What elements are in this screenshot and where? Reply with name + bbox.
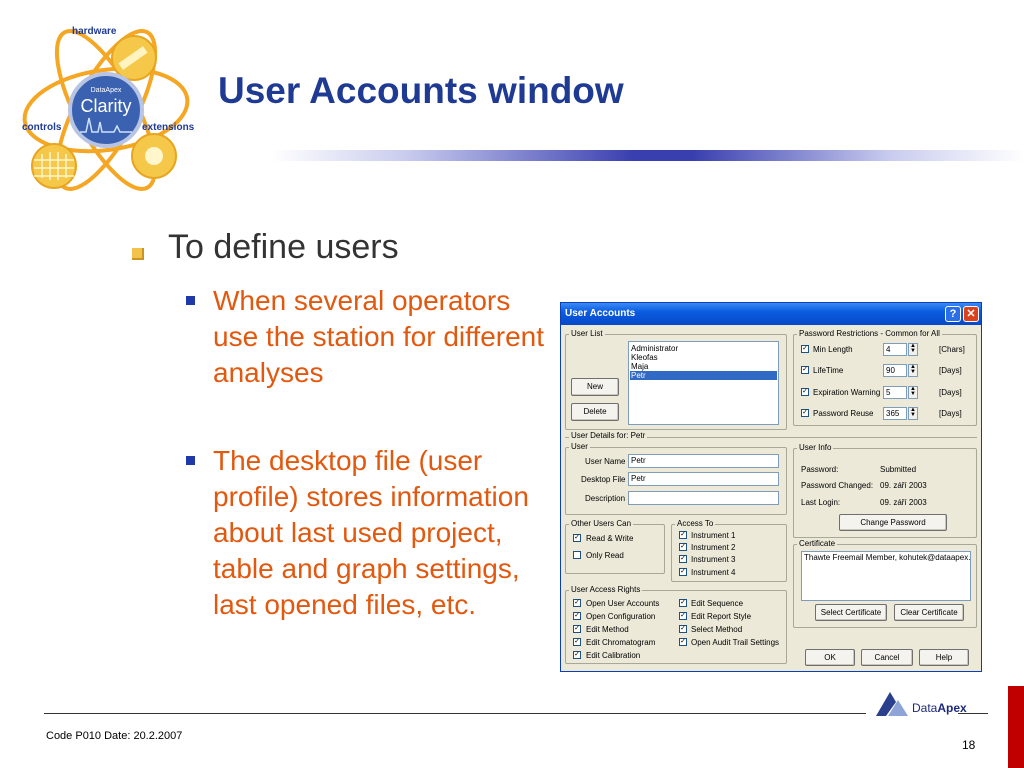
- password-status-label: Password:: [801, 465, 839, 474]
- password-reuse-label: Password Reuse: [813, 409, 874, 418]
- password-changed-label: Password Changed:: [801, 481, 874, 490]
- instrument-4-label: Instrument 4: [691, 568, 736, 577]
- list-item[interactable]: Administrator: [631, 344, 679, 353]
- delete-user-button[interactable]: Delete: [571, 403, 619, 421]
- logo-hardware-text: hardware: [72, 26, 117, 37]
- read-write-label: Read & Write: [586, 534, 634, 543]
- only-read-checkbox[interactable]: [573, 551, 581, 559]
- open-audit-trail-checkbox[interactable]: ✓: [680, 638, 686, 645]
- corner-accent: [1008, 686, 1024, 768]
- instrument-2-checkbox[interactable]: ✓: [680, 543, 686, 550]
- password-reuse-unit: [Days]: [939, 409, 962, 418]
- only-read-label: Only Read: [586, 551, 624, 560]
- sub-bullet-marker: [186, 456, 195, 465]
- open-audit-trail-label: Open Audit Trail Settings: [691, 638, 780, 647]
- select-method-checkbox[interactable]: ✓: [680, 625, 686, 632]
- instrument-2-label: Instrument 2: [691, 543, 736, 552]
- logo-brand-small: DataApex: [90, 87, 122, 94]
- ok-button[interactable]: OK: [805, 649, 855, 666]
- password-changed-value: 09. září 2003: [880, 481, 927, 490]
- page-number: 18: [962, 738, 976, 752]
- certificate-field[interactable]: Thawte Freemail Member, kohutek@dataapex.: [801, 551, 971, 601]
- user-name-field[interactable]: Petr: [628, 454, 779, 468]
- password-reuse-spinner[interactable]: ▲ ▼: [908, 407, 918, 420]
- list-item[interactable]: Maja: [631, 362, 649, 371]
- instrument-4-checkbox[interactable]: ✓: [680, 568, 686, 575]
- sub-bullet-desktop-file: The desktop file (user profile) stores information about last used project, table and graph settings, last opened files, etc.: [213, 445, 529, 620]
- dataapex-logo-part1: Data: [912, 701, 938, 715]
- min-length-checkbox[interactable]: ✓: [802, 345, 808, 352]
- instrument-3-checkbox[interactable]: ✓: [680, 555, 686, 562]
- edit-sequence-label: Edit Sequence: [691, 599, 744, 608]
- read-write-checkbox[interactable]: ✓: [574, 534, 580, 541]
- edit-report-style-label: Edit Report Style: [691, 612, 752, 621]
- edit-sequence-checkbox[interactable]: ✓: [680, 599, 686, 606]
- desktop-file-field[interactable]: Petr: [628, 472, 779, 486]
- last-login-label: Last Login:: [801, 498, 841, 507]
- edit-chromatogram-label: Edit Chromatogram: [586, 638, 656, 647]
- certificate-label: Certificate: [799, 539, 836, 548]
- instrument-1-checkbox[interactable]: ✓: [680, 531, 686, 538]
- password-status-value: Submitted: [880, 465, 917, 474]
- lifetime-field[interactable]: 90: [883, 364, 907, 377]
- open-configuration-checkbox[interactable]: ✓: [574, 612, 580, 619]
- new-user-button[interactable]: New: [571, 378, 619, 396]
- footer-rule: [44, 713, 866, 714]
- select-method-label: Select Method: [691, 625, 743, 634]
- close-icon[interactable]: ✕: [963, 306, 979, 322]
- instrument-3-label: Instrument 3: [691, 555, 736, 564]
- lifetime-unit: [Days]: [939, 366, 962, 375]
- dataapex-logo-text: [912, 701, 967, 715]
- clear-certificate-button[interactable]: Clear Certificate: [894, 604, 964, 621]
- description-label: Description: [585, 494, 626, 503]
- edit-method-checkbox[interactable]: ✓: [574, 625, 580, 632]
- select-certificate-button[interactable]: Select Certificate: [815, 604, 887, 621]
- footer-code-date: Code P010 Date: 20.2.2007: [46, 730, 183, 742]
- expiration-warning-spinner[interactable]: ▲ ▼: [908, 386, 918, 399]
- lifetime-checkbox[interactable]: ✓: [802, 366, 808, 373]
- other-users-label: Other Users Can: [571, 519, 632, 528]
- open-configuration-label: Open Configuration: [586, 612, 656, 621]
- other-users-group: [565, 524, 665, 574]
- instrument-1-label: Instrument 1: [691, 531, 736, 540]
- last-login-value: 09. září 2003: [880, 498, 927, 507]
- edit-calibration-checkbox[interactable]: ✓: [574, 651, 580, 658]
- help-button[interactable]: Help: [919, 649, 969, 666]
- expiration-warning-unit: [Days]: [939, 388, 962, 397]
- edit-report-style-checkbox[interactable]: ✓: [680, 612, 686, 619]
- help-icon[interactable]: ?: [945, 306, 961, 322]
- slide-title: User Accounts window: [218, 70, 624, 111]
- access-to-label: Access To: [677, 519, 714, 528]
- list-item[interactable]: Kleofas: [631, 353, 658, 362]
- user-name-label: User Name: [585, 457, 626, 466]
- min-length-label: Min Length: [813, 345, 853, 354]
- user-group-label: User: [571, 442, 588, 451]
- sub-bullet-several-operators: When several operators use the station for different analyses: [213, 285, 545, 388]
- desktop-file-label: Desktop File: [581, 475, 626, 484]
- user-accounts-dialog: [560, 302, 982, 672]
- expiration-warning-label: Expiration Warning: [813, 388, 881, 397]
- dialog-titlebar[interactable]: [561, 303, 981, 325]
- access-rights-label: User Access Rights: [571, 585, 641, 594]
- open-user-accounts-checkbox[interactable]: ✓: [574, 599, 580, 606]
- password-reuse-field[interactable]: 365: [883, 407, 907, 420]
- user-listbox[interactable]: [628, 341, 779, 425]
- logo-controls-text: controls: [22, 122, 62, 133]
- change-password-button[interactable]: Change Password: [839, 514, 947, 531]
- logo-extensions-text: extensions: [142, 122, 194, 133]
- dataapex-logo-icon: [874, 690, 910, 718]
- user-info-label: User Info: [799, 443, 832, 452]
- description-field[interactable]: [628, 491, 779, 505]
- edit-chromatogram-checkbox[interactable]: ✓: [574, 638, 580, 645]
- sub-bullet-marker: [186, 296, 195, 305]
- clarity-logo: [14, 14, 194, 210]
- password-reuse-checkbox[interactable]: ✓: [802, 409, 808, 416]
- title-underline: [272, 150, 1024, 161]
- lifetime-spinner[interactable]: ▲ ▼: [908, 364, 918, 377]
- edit-method-label: Edit Method: [586, 625, 629, 634]
- expiration-warning-field[interactable]: 5: [883, 386, 907, 399]
- open-user-accounts-label: Open User Accounts: [586, 599, 660, 608]
- edit-calibration-label: Edit Calibration: [586, 651, 641, 660]
- cancel-button[interactable]: Cancel: [861, 649, 913, 666]
- min-length-unit: [Chars]: [939, 345, 965, 354]
- user-list-label: User List: [571, 329, 603, 338]
- expiration-warning-checkbox[interactable]: ✓: [802, 388, 808, 395]
- logo-brand-text: Clarity: [80, 96, 132, 116]
- bullet-marker: [132, 248, 144, 260]
- dataapex-logo-part2: Apex: [937, 701, 967, 715]
- min-length-spinner[interactable]: ▲ ▼: [908, 343, 918, 356]
- password-restrictions-label: Password Restrictions - Common for All: [799, 329, 940, 338]
- lifetime-label: LifeTime: [813, 366, 844, 375]
- dialog-title: User Accounts: [565, 308, 636, 319]
- bullet-to-define-users: To define users: [168, 228, 399, 266]
- user-details-label: User Details for: Petr: [571, 431, 646, 440]
- min-length-field[interactable]: 4: [883, 343, 907, 356]
- list-item-selected[interactable]: Petr: [630, 371, 777, 380]
